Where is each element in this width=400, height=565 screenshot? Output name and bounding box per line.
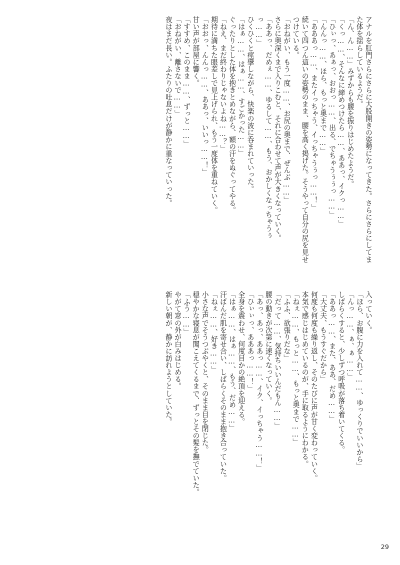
page-number: 29: [380, 543, 389, 551]
bottom-text-block: 入っていく。 「ほら、お腹に力を入れて……、ゆっくりでいいから」 「んっ……、ぁ、ぁ……」 しばらくすると、少しずつ呼吸が落ち着いてくる。 「ああっ……、また、ああ、だめ……」 「大丈夫、もうすぐだから」 何度も何度も繰り返し、そのたびに声が甘く変わっていく。 本気で感じはじめているのが、手に取るようにわかる。 「ねぇ……、もっと……、もっと奥まで……」 「ふふ、欲張りだな」 「だって……、気持ちいいんだもん……」 腰の動きが次第に速くなっていく。 「あっ、あっ、ああっ……、イク、イっちゃう……！」 「ひぃぃっ、あああっ……！」 全身を震わせ、何度目かの絶頂を迎える。 「はぁ……、はぁ……、もう、だめ……」 汗ばんだ肌を寄せ合い、しばらくそのまま抱き合っていた。 「ねぇ……、好き……」 小さな声でそうつぶやくと、そのまま目を閉じた。 穏やかな寝息が聞こえてくるまで、ずっとその髪を撫でていた。 「ふう……」 やがて窓の外が白みはじめる。 新しい朝が、静かに訪れようとしていた。: [163, 291, 372, 496]
top-text-block: アナルを肛門さらにさらに大股開きの姿勢になってきた。さらにさらにしてまた体を揺らしているようだ。 「ん、ん……」みずからも腰を振りはじめたようだ。 「くっ……、そんなに締めつけたら……、ああっ、イクっ……」 「ひぃっ、あぁっ、おおっ……、出る、でちゃうぅぅっ……」 「んんっ……、ほら、もっと奥まで……」 「あああっ……、またイっちゃう、イっちゃうぅっ……！」 続いて四つん這いの姿勢のまま、腰を高く掲げた。そうやって自分の尻を見せつけている。 「おねがい、もう一度……、お尻の奥まで、ぜんぶ……」 さらに奥深くまで入りこむと、それに合わせて声が大きくなっていく。 「ああっ、だめぇ……、ゆるして……、もう、おかしくなっちゃうぅっ……」 ひくひくと痙攣しながら、快楽の波に呑まれていった。 「はぁ……、はぁ……、すごかった……」 ぐったりとした体を抱きとめながら、額の汗をぬぐってやる。 「ねえ、まだ終わりじゃないよね……？」 期待に満ちた眼差しで見上げられ、もう一度体を重ねていく。 「おおっ、んんっ……、ああっ、いいっ……！」 甘い声が部屋に響く。 「すすめ、このまま……、ずっと……」 「おねがい、離さないで……」 夜はまだ長い。ふたりの吐息だけが静かに重なっていった。: [163, 16, 372, 263]
